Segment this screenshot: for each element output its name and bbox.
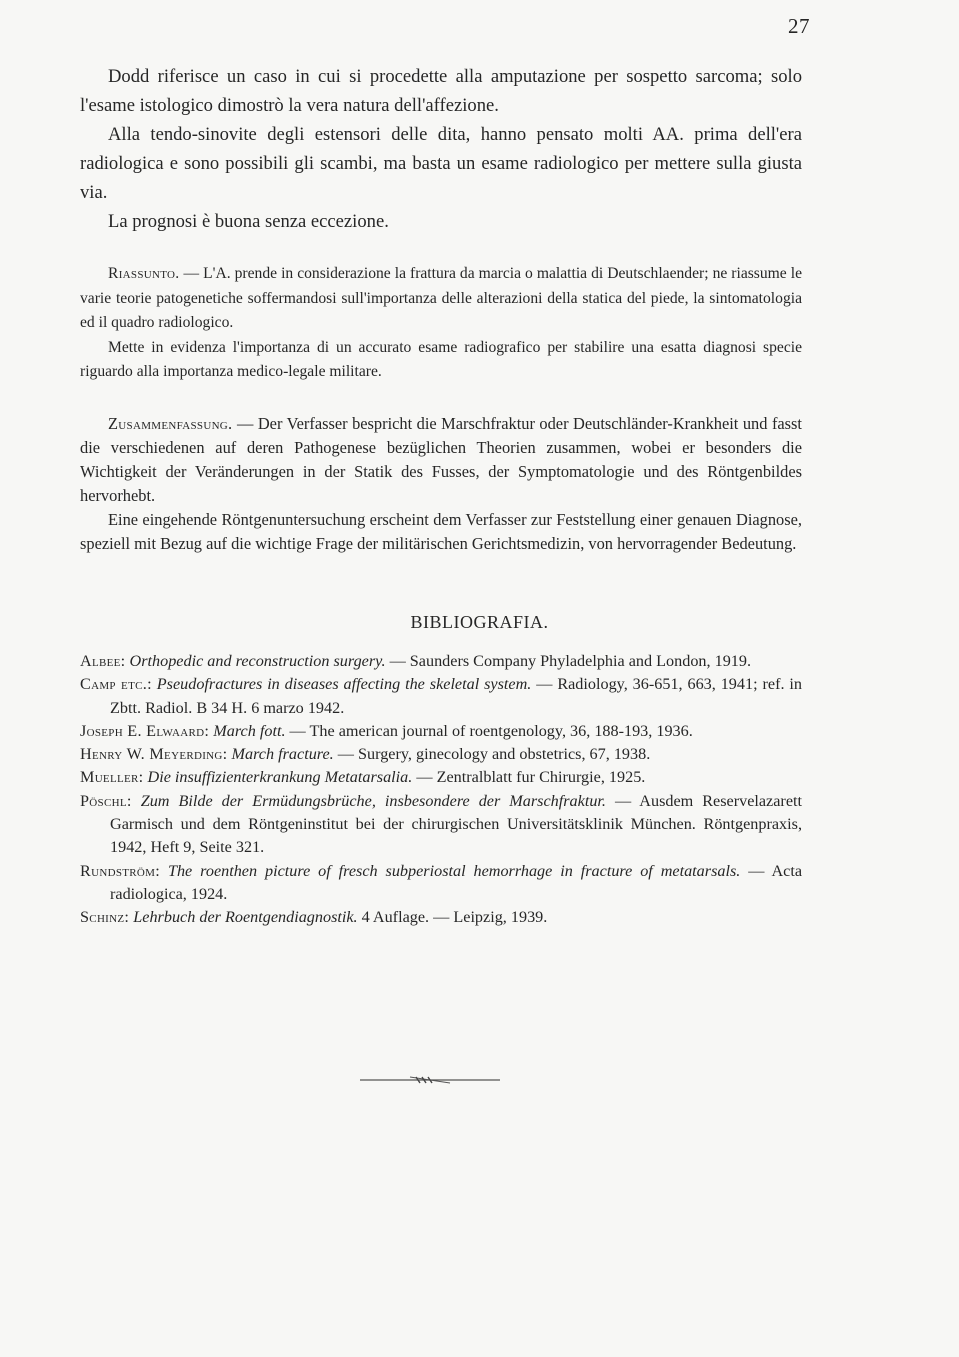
entry-details: — Ausdem Reservelazarett Garmisch und dem Röntgeninstitut bei der chirurgischen Universitätsklinik München. Röntgenpraxis, 1942, Heft 9, Seite 321. — [110, 791, 803, 857]
entry-details: 4 Auflage. — Leipzig, 1939. — [361, 908, 548, 927]
entry-title: March fracture. — [231, 745, 334, 764]
entry-details: — Surgery, ginecology and obstetrics, 67, 1938. — [337, 745, 651, 764]
entry-details: — Zentralblatt fur Chirurgie, 1925. — [416, 768, 646, 787]
entry-details: — Saunders Company Phyladelphia and London, 1919. — [389, 652, 752, 670]
bibliography-entry — [80, 743, 802, 766]
entry-author: Albee: — [80, 652, 126, 670]
bibliography-entry — [80, 720, 802, 743]
entry-details: — Acta radiologica, 1924. — [110, 861, 803, 903]
end-ornament — [350, 1075, 510, 1085]
entry-author: Mueller: — [80, 768, 144, 787]
entry-author: Henry W. Meyerding: — [80, 745, 228, 764]
entry-title: Lehrbuch der Roentgendiagnostik. — [133, 908, 358, 927]
zusammenfassung-paragraph: Eine eingehende Röntgenuntersuchung erscheint dem Verfasser zur Feststellung einer genauen Diagnose, speziell mit Bezug auf die wichtige Frage der militärischen Gerichtsmedizin, von hervorragender Bedeutung. — [80, 510, 802, 553]
zusammenfassung-section — [80, 412, 802, 556]
entry-title: Zum Bilde der Ermüdungsbrüche, insbesondere der Marschfraktur. — [140, 791, 606, 810]
riassunto-section — [80, 262, 802, 385]
main-paragraph: La prognosi è buona senza eccezione. — [108, 211, 389, 232]
entry-title: Orthopedic and reconstruction surgery. — [129, 652, 386, 670]
entry-author: Pöschl: — [80, 791, 132, 810]
entry-author: Joseph E. Elwaard: — [80, 721, 210, 740]
zusammenfassung-text: — Der Verfasser bespricht die Marschfraktur oder Deutschländer-Krankheit und fasst die verschiedenen auf deren Pathogenese bezüglichen Theorien zusammen, wobei er besonders die Wichtigkeit der Veränderungen in der Statik des Fusses, der Symptomatologie und des Röntgenbildes hervorhebt. — [80, 414, 802, 505]
riassunto-label: Riassunto. — [108, 265, 180, 282]
bibliography-entry — [80, 860, 802, 907]
bibliography-heading: BIBLIOGRAFIA. — [410, 612, 549, 632]
bibliography-entry — [80, 673, 802, 720]
entry-author: Schinz: — [80, 908, 130, 927]
entry-details: — The american journal of roentgenology, 36, 188-193, 1936. — [289, 721, 693, 740]
entry-title: The roenthen picture of fresch subperiostal hemorrhage in fracture of metatarsals. — [167, 861, 741, 880]
zusammenfassung-label: Zusammenfassung. — [108, 414, 233, 433]
riassunto-paragraph — [80, 262, 802, 336]
entry-author: Rundström: — [80, 861, 161, 880]
entry-title: Die insuffizienterkrankung Metatarsalia. — [147, 768, 413, 787]
entry-author: Camp etc.: — [80, 675, 152, 694]
main-paragraph: Alla tendo-sinovite degli estensori delle dita, hanno pensato molti AA. prima dell'era radiologica e sono possibili gli scambi, ma basta un esame radiologico per mettere sulla giusta via. — [80, 124, 802, 203]
bibliography-entry — [80, 650, 802, 673]
page-number: 27 — [788, 14, 810, 38]
main-paragraph: Dodd riferisce un caso in cui si procedette alla amputazione per sospetto sarcoma; solo l'esame istologico dimostrò la vera natura dell'affezione. — [80, 66, 802, 116]
bibliography-list — [80, 650, 802, 930]
bibliography-entry — [80, 790, 802, 860]
main-text — [80, 62, 802, 236]
bibliography-entry — [80, 906, 802, 929]
entry-details: — Radiology, 36-651, 663, 1941; ref. in Zbtt. Radiol. B 34 H. 6 marzo 1942. — [110, 675, 803, 717]
riassunto-paragraph: Mette in evidenza l'importanza di un accurato esame radiografico per stabilire una esatta diagnosi specie riguardo alla importanza medico-legale militare. — [80, 338, 802, 380]
entry-title: March fott. — [213, 721, 286, 740]
zusammenfassung-paragraph — [80, 412, 802, 508]
riassunto-text: — L'A. prende in considerazione la frattura da marcia o malattia di Deutschlaender; ne riassume le varie teorie patogenetiche soffermandosi sull'importanza delle alterazioni della statica del piede, la sintomatologia ed il quadro radiologico. — [80, 265, 802, 331]
bibliography-entry — [80, 766, 802, 789]
entry-title: Pseudofractures in diseases affecting the skeletal system. — [156, 675, 532, 694]
